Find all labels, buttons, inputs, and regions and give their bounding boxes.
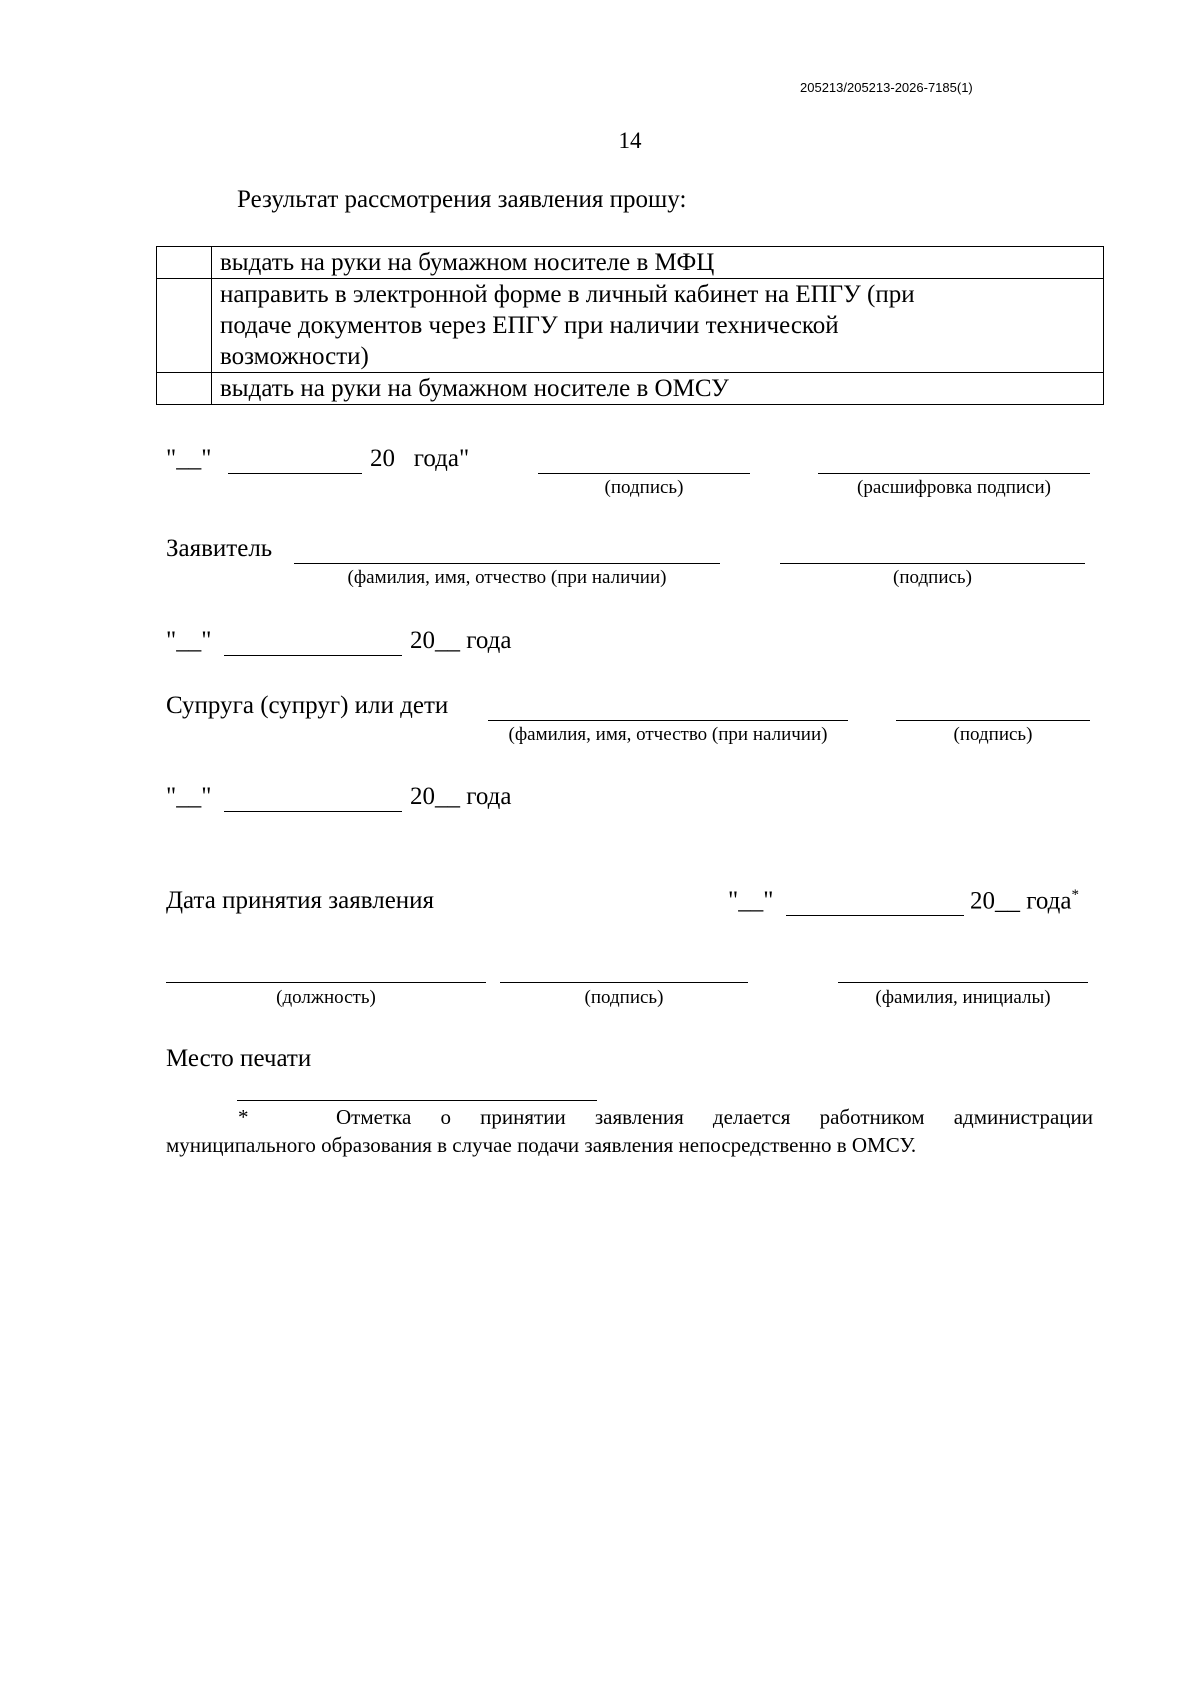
footnote-line-2: муниципального образования в случае подачи заявления непосредственно в ОМСУ. xyxy=(166,1133,917,1157)
date-year-label-2: 20__ года xyxy=(410,627,512,654)
spouse-name-line[interactable] xyxy=(488,720,848,721)
signature-decoding-line[interactable] xyxy=(818,473,1090,474)
acceptance-asterisk: * xyxy=(1071,887,1079,903)
document-id: 205213/205213-2026-7185(1) xyxy=(800,80,973,95)
applicant-signature-caption: (подпись) xyxy=(893,567,972,588)
acceptance-day-quote: "__" xyxy=(728,887,774,914)
officer-signature-caption: (подпись) xyxy=(584,987,664,1008)
result-options-table xyxy=(156,246,1104,405)
officer-name-caption: (фамилия, инициалы) xyxy=(875,987,1051,1008)
option-label-epgu: направить в электронной форме в личный кабинет на ЕПГУ (при подаче документов через ЕПГУ при наличии технической возможности) xyxy=(212,279,1104,373)
applicant-name-caption: (фамилия, имя, отчество (при наличии) xyxy=(347,567,667,588)
date-day-quote-1: "__" xyxy=(166,445,212,472)
date-day-quote-3: "__" xyxy=(166,783,212,810)
officer-name-line[interactable] xyxy=(838,982,1088,983)
option-row-epgu xyxy=(157,279,1104,373)
option-label-mfc: выдать на руки на бумажном носителе в МФЦ xyxy=(212,247,1104,279)
spouse-signature-line[interactable] xyxy=(896,720,1090,721)
officer-position-line[interactable] xyxy=(166,982,486,983)
footnote xyxy=(166,1103,1093,1159)
footnote-line-1: * Отметка о принятии заявления делается работником администрации xyxy=(238,1105,1093,1129)
signature-caption-1: (подпись) xyxy=(604,477,684,498)
officer-signature-line[interactable] xyxy=(500,982,748,983)
acceptance-year xyxy=(970,887,1079,915)
option-checkbox-mfc[interactable] xyxy=(157,247,212,279)
spouse-name-caption: (фамилия, имя, отчество (при наличии) xyxy=(508,724,828,745)
acceptance-month-line[interactable] xyxy=(786,915,964,916)
spouse-signature-caption: (подпись) xyxy=(953,724,1033,745)
option-row-mfc xyxy=(157,247,1104,279)
acceptance-year-label: 20__ года xyxy=(970,887,1072,915)
applicant-label: Заявитель xyxy=(166,535,273,562)
signature-line-1[interactable] xyxy=(538,473,750,474)
page-number: 14 xyxy=(618,128,642,153)
applicant-signature-line[interactable] xyxy=(780,563,1085,564)
signature-decoding-caption: (расшифровка подписи) xyxy=(857,477,1051,498)
date-month-line-1[interactable] xyxy=(228,473,362,474)
footnote-separator xyxy=(237,1100,597,1101)
option-checkbox-epgu[interactable] xyxy=(157,279,212,373)
officer-position-caption: (должность) xyxy=(276,987,376,1008)
applicant-name-line[interactable] xyxy=(294,563,720,564)
option-row-omsu xyxy=(157,373,1104,405)
date-day-quote-2: "__" xyxy=(166,627,212,654)
date-month-line-3[interactable] xyxy=(224,811,402,812)
spouse-label: Супруга (супруг) или дети xyxy=(166,692,449,719)
acceptance-label: Дата принятия заявления xyxy=(166,887,435,914)
date-year-label-3: 20__ года xyxy=(410,783,512,810)
option-checkbox-omsu[interactable] xyxy=(157,373,212,405)
option-label-omsu: выдать на руки на бумажном носителе в ОМСУ xyxy=(212,373,1104,405)
stamp-label: Место печати xyxy=(166,1045,312,1072)
intro-text: Результат рассмотрения заявления прошу: xyxy=(237,186,687,213)
date-month-line-2[interactable] xyxy=(224,655,402,656)
date-year-label-1: 20 года" xyxy=(370,445,470,472)
